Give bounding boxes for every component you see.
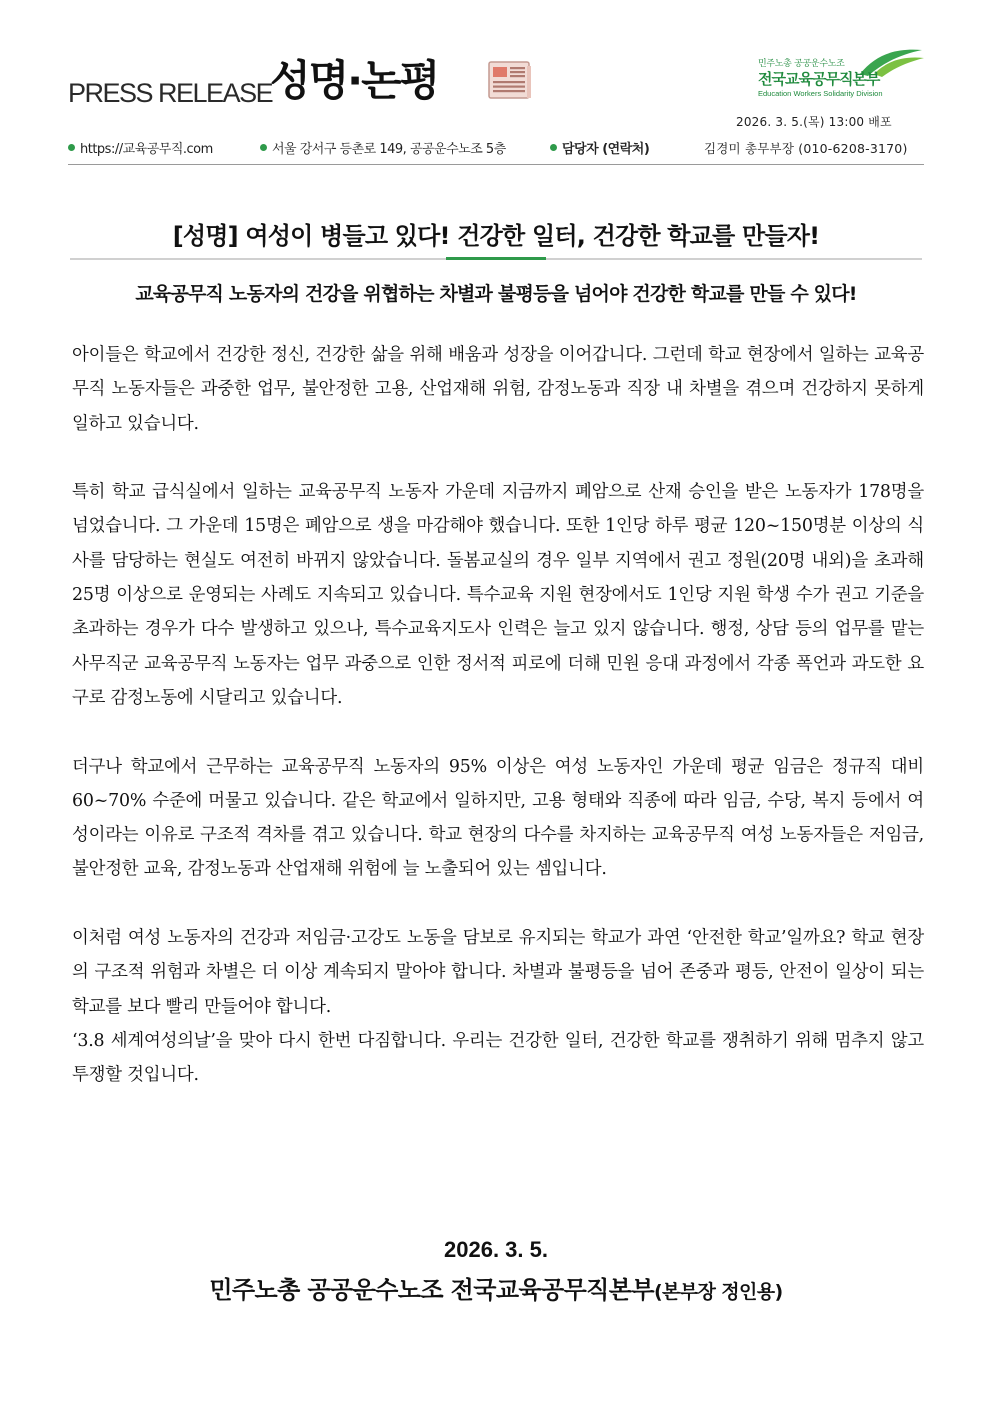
logo-org-line: 민주노총 공공운수노조 bbox=[758, 59, 845, 69]
document-title: [성명] 여성이 병들고 있다! 건강한 일터, 건강한 학교를 만들자! bbox=[172, 222, 820, 250]
website-link[interactable]: https://교육공무직.com bbox=[80, 142, 213, 157]
section-title: 성명·논평 bbox=[270, 56, 439, 105]
contact-value: 김경미 총무부장 (010-6208-3170) bbox=[704, 141, 908, 156]
logo-name: 전국교육공무직본부 bbox=[758, 70, 880, 88]
bullet-dot-icon bbox=[260, 144, 267, 151]
body-paragraph: 더구나 학교에서 근무하는 교육공무직 노동자의 95% 이상은 여성 노동자인 가운데 평균 임금은 정규직 대비 60~70% 수준에 머물고 있습니다. 같은 학교에서 일하지만, 고용 형태와 직종에 따라 임금, 수당, 복지 등에서 여성이라는 이유로 구조적 격차를 겪고 있습니다. 학교 현장의 다수를 차지하는 교육공무직 여성 노동자들은 저임금, 불안정한 교육, 감정노동과 산업재해 위험에 늘 노출되어 있는 셈입니다. bbox=[72, 756, 924, 880]
press-header bbox=[0, 0, 992, 170]
signature-date: 2026. 3. 5. bbox=[444, 1237, 548, 1262]
bullet-dot-icon bbox=[550, 144, 557, 151]
website-info bbox=[68, 138, 213, 157]
signature-organization bbox=[0, 1270, 992, 1305]
document-body bbox=[72, 338, 924, 1093]
contact-info bbox=[550, 138, 649, 157]
header-divider bbox=[68, 164, 924, 165]
newspaper-icon bbox=[486, 58, 534, 102]
body-paragraph: 아이들은 학교에서 건강한 정신, 건강한 삶을 위해 배움과 성장을 이어갑니다. 그런데 학교 현장에서 일하는 교육공무직 노동자들은 과중한 업무, 불안정한 고용, 산업재해 위험, 감정노동과 직장 내 차별을 겪으며 건강하지 못하게 일하고 있습니다. bbox=[72, 345, 924, 434]
contact-label: 담당자 (연락처) bbox=[562, 142, 650, 157]
signature-org-name: 민주노총 공공운수노조 전국교육공무직본부 bbox=[209, 1276, 654, 1304]
body-paragraph: 특히 학교 급식실에서 일하는 교육공무직 노동자 가운데 지금까지 폐암으로 산재 승인을 받은 노동자가 178명을 넘었습니다. 그 가운데 15명은 폐암으로 생을 마감해야 했습니다. 또한 1인당 하루 평균 120~150명분 이상의 식사를 담당하는 현실도 여전히 바뀌지 않았습니다. 돌봄교실의 경우 일부 지역에서 권고 정원(20명 내외)을 초과해 25명 이상으로 운영되는 사례도 지속되고 있습니다. 특수교육 지원 현장에서도 1인당 지원 학생 수가 권고 기준을 초과하는 경우가 다수 발생하고 있으나, 특수교육지도사 인력은 늘고 있지 않습니다. 행정, 상담 등의 업무를 맡는 사무직군 교육공무직 노동자는 업무 과중으로 인한 정서적 피로에 더해 민원 응대 과정에서 각종 폭언과 과도한 요구로 감정노동에 시달리고 있습니다. bbox=[72, 482, 924, 708]
press-release-label: PRESS RELEASE bbox=[68, 78, 273, 108]
body-paragraph: ‘3.8 세계여성의날’을 맞아 다시 한번 다짐합니다. 우리는 건강한 일터, 건강한 학교를 쟁취하기 위해 멈추지 않고 투쟁할 것입니다. bbox=[72, 1030, 924, 1086]
title-divider-accent bbox=[446, 257, 546, 260]
address-info bbox=[260, 138, 506, 157]
release-date: 2026. 3. 5.(목) 13:00 배포 bbox=[736, 115, 892, 129]
union-logo bbox=[756, 44, 926, 106]
logo-english: Education Workers Solidarity Division bbox=[758, 89, 883, 98]
info-bar bbox=[68, 138, 928, 158]
body-paragraph: 이처럼 여성 노동자의 건강과 저임금·고강도 노동을 담보로 유지되는 학교가 과연 ‘안전한 학교’일까요? 학교 현장의 구조적 위험과 차별은 더 이상 계속되지 말아야 합니다. 차별과 불평등을 넘어 존중과 평등, 안전이 일상이 되는 학교를 보다 빨리 만들어야 합니다. bbox=[72, 928, 924, 1017]
signature-representative: (본부장 정인용) bbox=[653, 1281, 783, 1303]
document-subtitle: 교육공무직 노동자의 건강을 위협하는 차별과 불평등을 넘어야 건강한 학교를 만들 수 있다! bbox=[135, 283, 857, 305]
address-text: 서울 강서구 등촌로 149, 공공운수노조 5층 bbox=[272, 142, 506, 157]
bullet-dot-icon bbox=[68, 144, 75, 151]
